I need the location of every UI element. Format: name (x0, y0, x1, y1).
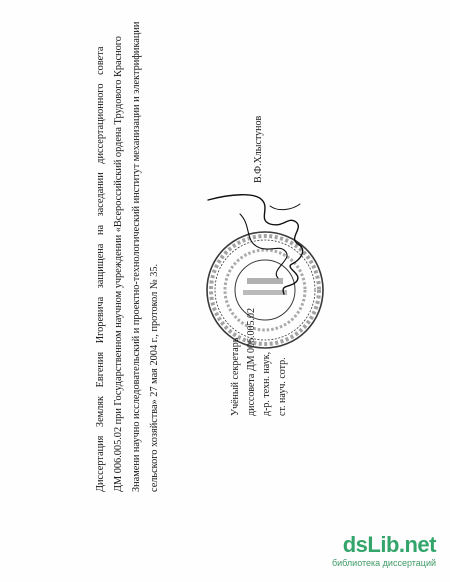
notice-line-1: Диссертация Земляк Евгения Игоревича защищена на заседании диссертационного совета (95, 46, 106, 492)
watermark-subtitle: библиотека диссертаций (331, 558, 436, 568)
watermark (331, 532, 436, 572)
watermark-logo: dsLib.net (342, 532, 436, 557)
signatory-name: В.Ф.Хлыстунов (253, 115, 264, 183)
secretary-block (228, 196, 290, 416)
defense-notice (92, 21, 164, 492)
secretary-title: Учёный секретарь (230, 337, 241, 416)
council-code: диссовета ДМ 006.005.02 (245, 307, 257, 416)
notice-line-3: Знамени научно исследовательский и проектно-технологический институт механизации и электрификации (131, 21, 142, 492)
notice-line-4: сельского хозяйства» 27 мая 2004 г., протокол № 35. (149, 263, 160, 492)
academic-rank: ст. науч. сотр. (276, 357, 288, 416)
notice-line-2: ДМ 006.005.02 при Государственном научном учреждении «Всероссийский ордена Трудового Красного (113, 36, 124, 492)
academic-degree: д-р. техн. наук, (261, 351, 272, 416)
